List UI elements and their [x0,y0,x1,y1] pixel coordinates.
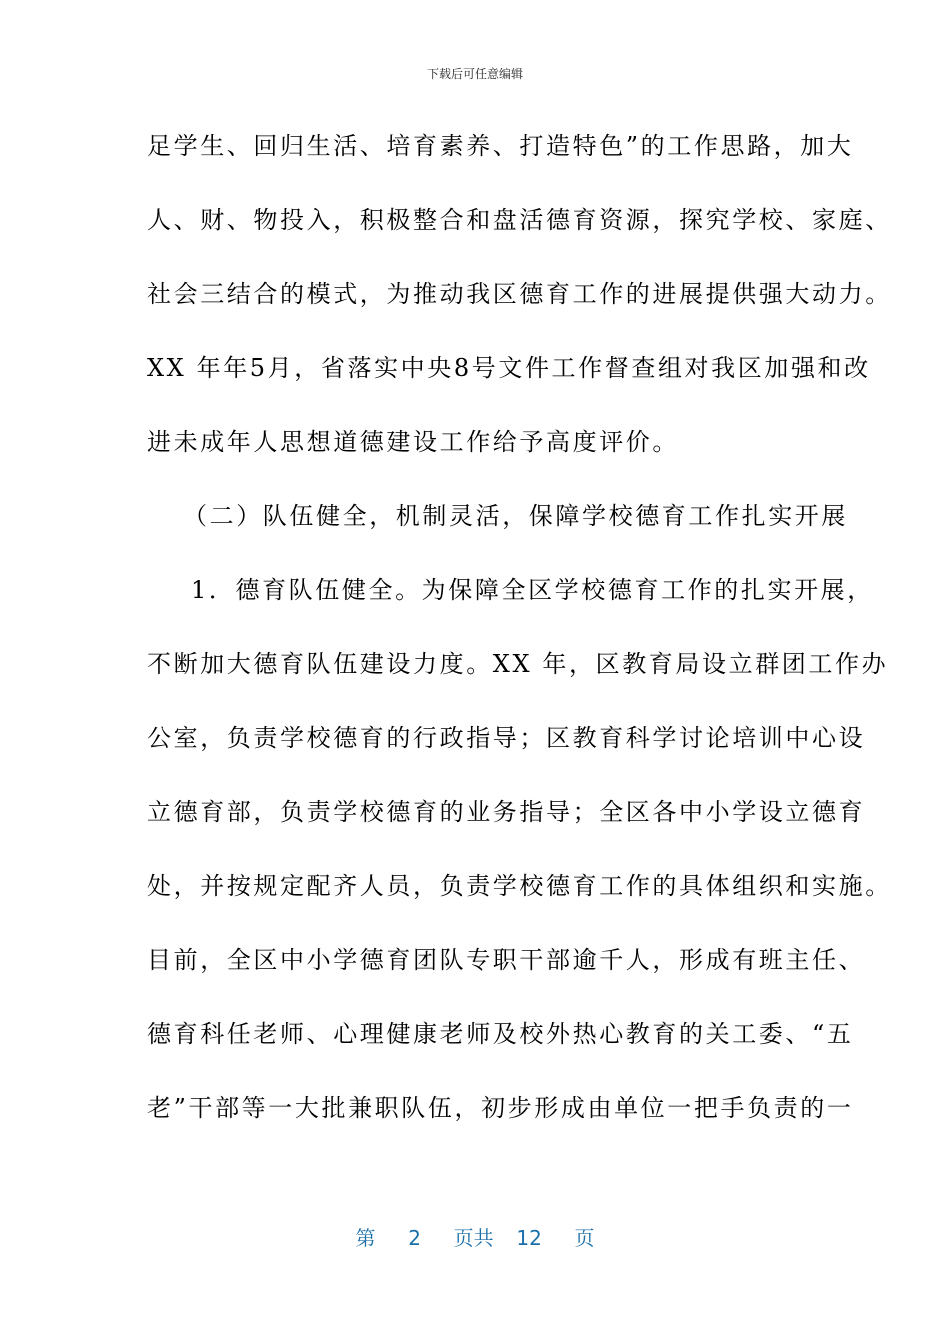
page-total: 12 [516,1226,542,1250]
paragraph-line: XX 年年5月，省落实中央8号文件工作督查组对我区加强和改 [147,354,871,382]
page-suffix: 页 [574,1226,595,1250]
page-header: 下载后可任意编辑 [426,67,523,81]
paragraph-line: 公室，负责学校德育的行政指导；区教育科学讨论培训中心设 [147,724,866,752]
paragraph-line: 老”干部等一大批兼职队伍，初步形成由单位一把手负责的一 [147,1094,854,1122]
paragraph-line: 人、财、物投入，积极整合和盘活德育资源，探究学校、家庭、 [147,206,892,234]
paragraph-line: 1．德育队伍健全。为保障全区学校德育工作的扎实开展， [191,576,874,604]
page-prefix: 第 [355,1226,376,1250]
page-middle: 页共 [453,1226,494,1250]
paragraph-line: 德育科任老师、心理健康老师及校外热心教育的关工委、“五 [147,1020,854,1048]
paragraph-line: 处，并按规定配齐人员，负责学校德育工作的具体组织和实施。 [147,872,892,900]
paragraph-line: 立德育部，负责学校德育的业务指导；全区各中小学设立德育 [147,798,866,826]
paragraph-line: 目前，全区中小学德育团队专职干部逾千人，形成有班主任、 [147,946,866,974]
page-footer [0,1224,950,1252]
document-body [147,122,892,1158]
page-current: 2 [408,1226,421,1250]
paragraph-line: 足学生、回归生活、培育素养、打造特色”的工作思路，加大 [147,132,854,160]
paragraph-line: 社会三结合的模式，为推动我区德育工作的进展提供强大动力。 [147,280,892,308]
paragraph-line: 不断加大德育队伍建设力度。XX 年，区教育局设立群团工作办 [147,650,889,678]
section-heading: （二）队伍健全，机制灵活，保障学校德育工作扎实开展 [183,502,848,530]
paragraph-line: 进未成年人思想道德建设工作给予高度评价。 [147,428,679,456]
